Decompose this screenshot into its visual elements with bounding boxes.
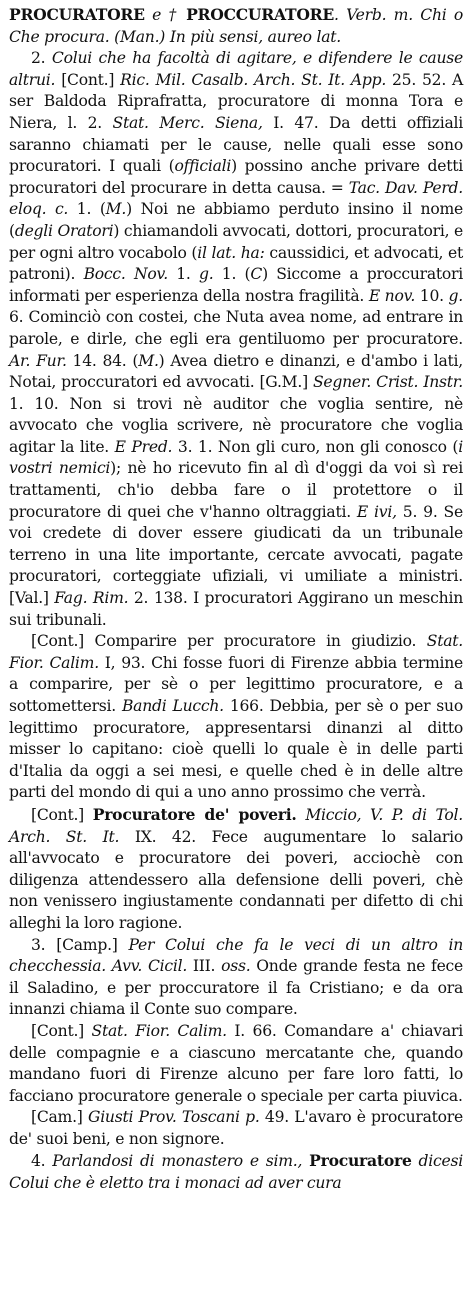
text-segment: 2. xyxy=(31,49,52,68)
text-segment: oss. xyxy=(221,957,251,976)
text-segment: . Verb. m. Chi o Che procura. (Man.) In più sensi, aureo lat. xyxy=(9,6,463,46)
text-segment: PROCCURATORE xyxy=(186,5,335,24)
text-segment: Ric. Mil. Casalb. Arch. St. It. App. xyxy=(120,70,387,89)
comparire-paragraph xyxy=(9,631,463,804)
text-segment: 14. 84. ( xyxy=(66,351,139,370)
text-segment: ) Siccome a proccuratori informati per esperienza della nostra fragilità. xyxy=(9,265,463,305)
text-segment: I. 47. Da detti offiziali saranno chiamati per le cause, nelle quali esse sono procuratori. I quali ( xyxy=(9,113,463,176)
text-segment: E Pred. xyxy=(114,437,173,456)
text-segment: Procuratore xyxy=(309,1151,412,1171)
text-segment: Stat. Merc. Siena, xyxy=(112,113,263,132)
text-segment: i vostri nemici xyxy=(9,437,463,478)
text-segment: [Cam.] xyxy=(31,1108,88,1127)
text-segment: ) Noi ne abbiamo perduto insino il nome ( xyxy=(9,200,463,240)
text-segment: 3. [Camp.] xyxy=(31,935,129,954)
text-segment: Per Colui che fa le veci di un altro in checchessia. Avv. Cicil. xyxy=(9,935,463,976)
chiavari-paragraph xyxy=(9,1021,463,1107)
text-segment: 1. 10. Non si trovi nè auditor che voglia sentire, nè avvocato che voglia scrivere, nè procuratore che voglia agitar la lite. xyxy=(9,394,463,456)
text-segment: 49. L'avaro è procuratore de' suoi beni, e non signore. xyxy=(9,1108,463,1148)
text-segment: [Cont.] xyxy=(31,805,93,824)
text-segment: caussidici, et advocati, et patroni). xyxy=(9,243,464,284)
poveri-paragraph xyxy=(9,804,463,935)
text-segment: 5. 9. Se voi credete di dover essere giudicati da un tribunale terreno in una lite importante, cercate avvocati, pagate procuratori, corteggiate ufiziali, vi umiliate a ministri. [Val.] xyxy=(9,502,463,608)
text-segment: ) chiamandoli avvocati, dottori, procuratori, e per ogni altro vocabolo ( xyxy=(9,221,463,262)
text-segment xyxy=(297,806,306,824)
text-segment: 4. xyxy=(31,1152,53,1171)
text-segment: 25. 52. A ser Baldoda Riprafratta, procuratore di monna Tora e Niera, l. 2. xyxy=(9,70,464,132)
text-segment: il lat. ha: xyxy=(197,243,265,262)
text-segment: Tac. Dav. Perd. eloq. c. xyxy=(9,178,463,219)
giusti-paragraph xyxy=(9,1107,463,1150)
text-segment: M. xyxy=(138,351,159,370)
text-segment: 3. 1. Non gli curo, non gli conosco ( xyxy=(172,437,459,456)
text-segment xyxy=(412,1152,419,1170)
text-segment: Segner. Crist. Instr. xyxy=(312,373,463,392)
text-segment: g. xyxy=(448,286,463,305)
text-segment: 6. Cominciò con costei, che Nuta avea nome, ad entrare in parole, e dirle, che egli era gentiluomo per procuratore. xyxy=(9,308,463,348)
text-segment: M. xyxy=(105,200,127,219)
text-segment: Fag. Rim. xyxy=(54,589,129,608)
sense-2 xyxy=(9,48,463,631)
text-segment: Giusti Prov. Toscani p. xyxy=(87,1108,260,1127)
text-segment: ); nè ho ricevuto fin al dì d'oggi da voi sì rei trattamenti, ch'io debba fare o il protettore o il procuratore di quei che v'hanno oltraggiati. xyxy=(9,459,463,521)
sense-3 xyxy=(9,935,463,1021)
text-segment: PROCURATORE xyxy=(9,5,145,24)
text-segment: III. xyxy=(187,957,222,976)
text-segment: dicesi Colui che è eletto tra i monaci ad aver cura xyxy=(9,1152,463,1193)
text-segment: ) Avea dietro e dinanzi, e d'ambo i lati, Notai, proccuratori ed avvocati. [G.M.] xyxy=(9,351,463,392)
text-segment: E ivi, xyxy=(356,502,397,521)
text-segment: Stat. Fior. Calim. xyxy=(9,632,463,672)
text-segment: 2. 138. I procuratori Aggirano un meschin sui tribunali. xyxy=(9,589,463,629)
text-segment: Stat. Fior. Calim. xyxy=(91,1021,227,1040)
text-segment: [Cont.] xyxy=(55,70,121,89)
text-segment: Bandi Lucch. xyxy=(121,697,224,715)
text-segment: I. 66. Comandare a' chiavari delle compagnie e a ciascuno mercatante che, quando mandano fuori di Firenze alcuno per fare loro fatti, lo facciano procuratore generale o speciale per carta piuvica. xyxy=(9,1021,463,1105)
text-segment: ) possino anche privare detti procuratori del procurare in detta causa. = xyxy=(9,157,463,197)
text-segment: [Cont.] xyxy=(31,1021,92,1040)
text-segment: 1. ( xyxy=(213,265,251,284)
entry-definition xyxy=(9,4,463,48)
text-segment: Ar. Fur. xyxy=(9,351,67,370)
text-segment: g. xyxy=(199,265,214,284)
text-segment: E nov. xyxy=(368,286,416,305)
text-segment: e † xyxy=(144,6,187,24)
text-segment: Miccio, V. P. di Tol. Arch. St. It. xyxy=(9,805,463,846)
text-segment: IX. 42. Fece augumentare lo salario all'avvocato e procuratore dei poveri, acciochè con diligenza attendessero alla defensione delli poveri, chè non venissero ingiustamente condannati per difetto di chi alleghi la loro ragione. xyxy=(9,827,464,932)
text-segment: Colui che ha facoltà di agitare, e difendere le cause altrui. xyxy=(9,49,463,89)
text-segment: Procuratore de' poveri. xyxy=(92,804,297,824)
text-segment: [Cont.] Comparire per procuratore in giudizio. xyxy=(31,632,427,651)
text-segment: officiali xyxy=(174,157,232,176)
text-segment: C xyxy=(250,265,263,284)
text-segment: Bocc. Nov. xyxy=(83,265,168,284)
text-segment: 1. xyxy=(167,265,199,284)
text-segment: I, 93. Chi fosse fuori di Firenze abbia termine a comparire, per sè o per legittimo procuratore, e a sottomettersi. xyxy=(9,653,464,715)
text-segment: 1. ( xyxy=(68,200,106,219)
text-segment: 166. Debbia, per sè o per suo legittimo procuratore, appresentarsi dinanzi al ditto misser lo capitano: cioè quelli lo quale è in delle parti d'Italia da oggi a sei mesi, e quelle ched è in delle altre parti del mondo di qui a uno anno prossimo che verrà. xyxy=(9,697,463,802)
text-segment: degli Oratori xyxy=(14,221,114,240)
text-segment: Parlandosi di monastero e sim., xyxy=(52,1152,303,1171)
text-segment: 10. xyxy=(415,286,449,305)
sense-4 xyxy=(9,1150,463,1194)
text-segment: Onde grande festa ne fece il Saladino, e per proccuratore il fa Cristiano; e da ora innanzi chiama il Conte suo compare. xyxy=(9,957,464,1019)
